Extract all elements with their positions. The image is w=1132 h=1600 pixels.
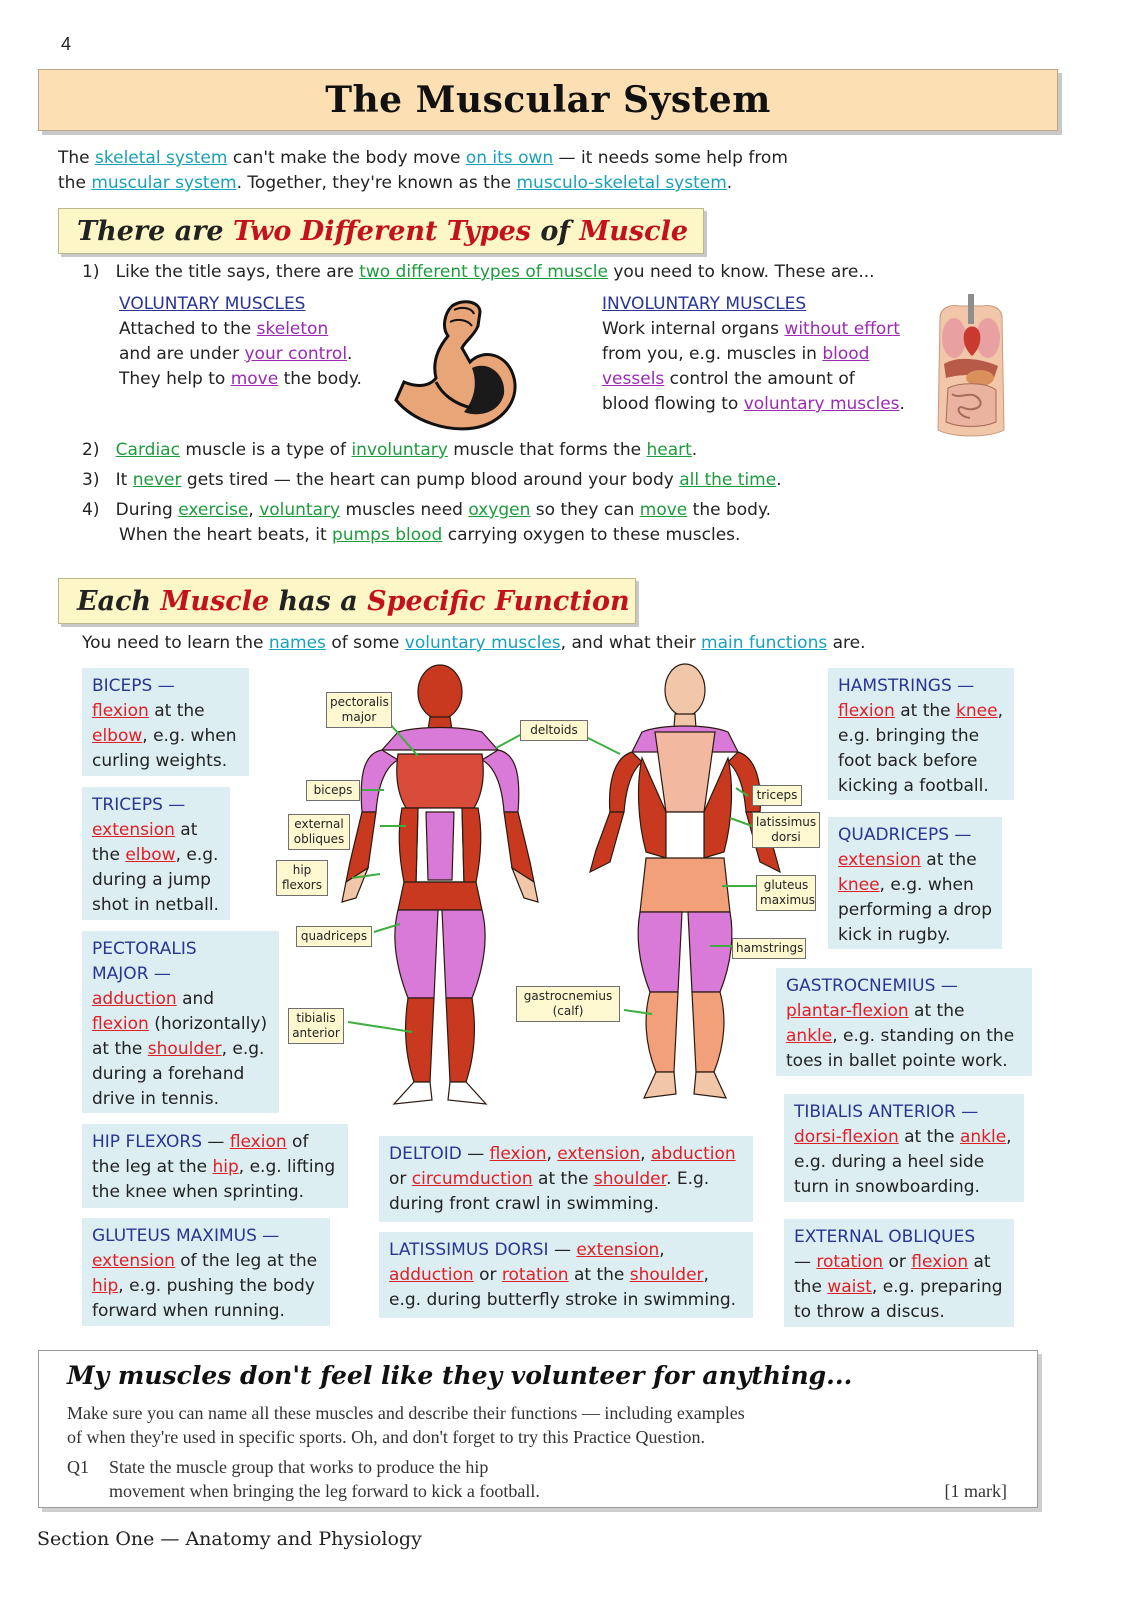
- back-body: [590, 664, 780, 1098]
- label-gluteus-maximus: gluteus maximus: [756, 875, 816, 911]
- label-biceps: biceps: [306, 780, 360, 801]
- flexed-arm-image: [392, 296, 527, 436]
- page-number: 4: [61, 34, 72, 54]
- involuntary-muscles-block: INVOLUNTARY MUSCLES Work internal organs without effort from you, e.g. muscles in blood vessels control the amount of blood flowing to voluntary muscles.: [602, 294, 905, 414]
- label-pectoralis-major: pectoralis major: [326, 692, 392, 728]
- tip-box: [38, 1350, 1038, 1508]
- link-musculo-skeletal-system: musculo-skeletal system: [516, 173, 727, 193]
- title-banner: [38, 69, 1058, 131]
- item-2: 2) Cardiac muscle is a type of involuntary muscle that forms the heart.: [82, 440, 698, 460]
- mark-allocation: [1 mark]: [944, 1481, 1007, 1501]
- tibialis-anterior-box: TIBIALIS ANTERIOR — dorsi-flexion at the ankle, e.g. during a heel side turn in snowboarding.: [784, 1094, 1024, 1202]
- label-latissimus-dorsi: latissimus dorsi: [752, 812, 820, 848]
- tip-title: My muscles don't feel like they volunteer for anything...: [67, 1361, 853, 1390]
- deltoid-box: DELTOID — flexion, extension, abduction or circumduction at the shoulder. E.g. during front crawl in swimming.: [379, 1136, 753, 1222]
- label-tibialis-anterior: tibialis anterior: [288, 1008, 344, 1044]
- section-footer: Section One — Anatomy and Physiology: [37, 1528, 422, 1550]
- gastrocnemius-box: GASTROCNEMIUS — plantar-flexion at the ankle, e.g. standing on the toes in ballet pointe work.: [776, 968, 1032, 1076]
- question-line-1: State the muscle group that works to produce the hip: [109, 1457, 489, 1477]
- question-number: Q1: [67, 1457, 89, 1477]
- question-line-2: movement when bringing the leg forward to kick a football.: [109, 1481, 540, 1501]
- intro-line-2: the muscular system. Together, they're known as the musculo-skeletal system.: [58, 173, 733, 193]
- intro-line-1: The skeletal system can't make the body move on its own — it needs some help from: [58, 148, 788, 168]
- link-on-its-own: on its own: [465, 148, 554, 168]
- tip-line-1: Make sure you can name all these muscles and describe their functions — including examples: [67, 1403, 745, 1423]
- section2-intro: You need to learn the names of some voluntary muscles, and what their main functions are.: [82, 633, 866, 653]
- label-hamstrings: hamstrings: [732, 938, 806, 959]
- label-triceps: triceps: [752, 785, 802, 806]
- tip-line-2: of when they're used in specific sports. Oh, and don't forget to try this Practice Question.: [67, 1427, 706, 1447]
- voluntary-muscles-block: VOLUNTARY MUSCLES Attached to the skeleton and are under your control. They help to move the body.: [119, 294, 362, 389]
- item-4-line-2: When the heart beats, it pumps blood carrying oxygen to these muscles.: [119, 525, 741, 545]
- item-3: 3) It never gets tired — the heart can pump blood around your body all the time.: [82, 470, 782, 490]
- pectoralis-major-box: PECTORALIS MAJOR — adduction and flexion (horizontally) at the shoulder, e.g. during a forehand drive in tennis.: [82, 931, 279, 1113]
- front-body: [342, 665, 538, 1104]
- label-external-obliques: external obliques: [288, 814, 350, 850]
- gluteus-maximus-box: GLUTEUS MAXIMUS — extension of the leg at the hip, e.g. pushing the body forward when running.: [82, 1218, 330, 1326]
- section-heading-muscle-function: Each Muscle has a Specific Function: [58, 578, 636, 624]
- section-heading-muscle-types: There are Two Different Types of Muscle: [58, 208, 704, 254]
- link-muscular-system: muscular system: [91, 173, 237, 193]
- label-deltoids: deltoids: [520, 720, 588, 741]
- label-gastrocnemius: gastrocnemius (calf): [516, 986, 620, 1022]
- item-4: 4) During exercise, voluntary muscles need oxygen so they can move the body.: [82, 500, 771, 520]
- label-hip-flexors: hip flexors: [276, 860, 328, 896]
- latissimus-dorsi-box: LATISSIMUS DORSI — extension, adduction or rotation at the shoulder, e.g. during butterfly stroke in swimming.: [379, 1232, 753, 1318]
- voluntary-heading: VOLUNTARY MUSCLES: [119, 294, 306, 314]
- hamstrings-box: HAMSTRINGS — flexion at the knee, e.g. bringing the foot back before kicking a football.: [828, 668, 1014, 800]
- hip-flexors-box: HIP FLEXORS — flexion of the leg at the hip, e.g. lifting the knee when sprinting.: [82, 1124, 348, 1208]
- page-title: The Muscular System: [325, 79, 771, 121]
- label-quadriceps: quadriceps: [296, 926, 372, 947]
- item-1: 1) Like the title says, there are two different types of muscle you need to know. These are...: [82, 262, 875, 282]
- triceps-box: TRICEPS — extension at the elbow, e.g. during a jump shot in netball.: [82, 787, 230, 920]
- quadriceps-box: QUADRICEPS — extension at the knee, e.g. when performing a drop kick in rugby.: [828, 817, 1002, 949]
- external-obliques-box: EXTERNAL OBLIQUES — rotation or flexion at the waist, e.g. preparing to throw a discus.: [784, 1219, 1014, 1327]
- involuntary-heading: INVOLUNTARY MUSCLES: [602, 294, 807, 314]
- biceps-box: BICEPS — flexion at the elbow, e.g. when curling weights.: [82, 668, 249, 776]
- link-skeletal-system: skeletal system: [95, 148, 228, 168]
- internal-organs-image: [930, 294, 1012, 440]
